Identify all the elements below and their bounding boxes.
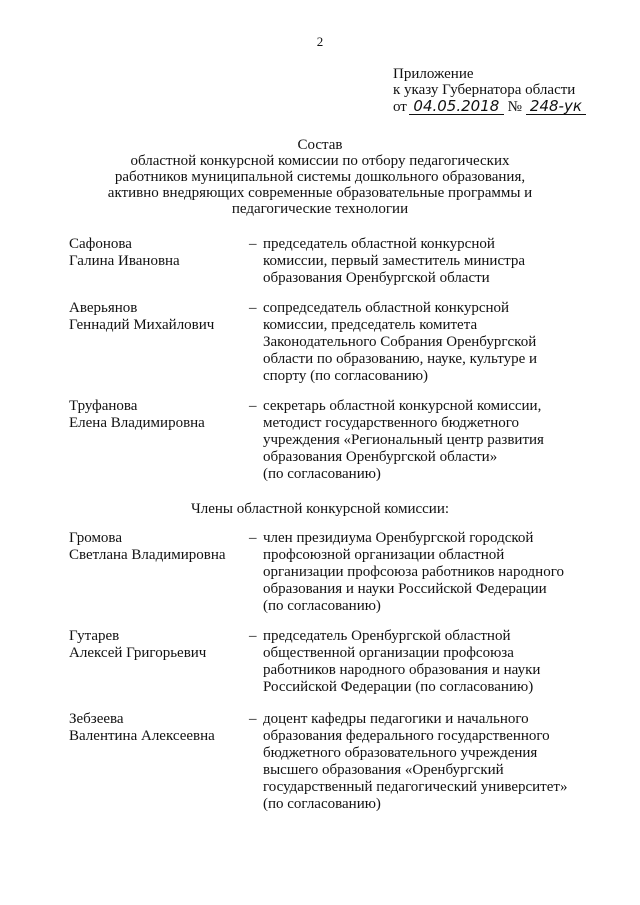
person-surname: Труфанова (69, 398, 138, 414)
role-line: методист государственного бюджетного (263, 415, 519, 431)
person-given-name: Геннадий Михайлович (69, 317, 215, 333)
person-name (69, 711, 244, 745)
person-given-name: Галина Ивановна (69, 253, 180, 269)
role-line: области по образованию, науке, культуре и (263, 351, 538, 367)
role-line: образования Оренбургской области» (263, 449, 498, 465)
appendix-title: Приложение (393, 66, 474, 82)
role-line: бюджетного образовательного учреждения (263, 745, 538, 761)
role-line: Российской Федерации (по согласованию) (263, 679, 534, 695)
number-sign: № (507, 99, 522, 115)
role-line: образования Оренбургской области (263, 270, 490, 286)
title-line: активно внедряющих современные образовательные программы и (107, 185, 533, 201)
role-line: спорту (по согласованию) (263, 368, 429, 384)
members-heading: Члены областной конкурсной комиссии: (190, 501, 450, 517)
role-line: высшего образования «Оренбургский (263, 762, 504, 778)
person-given-name: Елена Владимировна (69, 415, 205, 431)
dash: – (249, 300, 257, 316)
title-heading: Состав (297, 137, 343, 153)
title-line: работников муниципальной системы дошкольного образования, (114, 169, 526, 185)
appendix-decree-ref: к указу Губернатора области (393, 82, 576, 98)
person-role (263, 236, 593, 287)
role-line: председатель областной конкурсной (263, 236, 495, 252)
appendix-date-line (393, 98, 586, 115)
role-line: организации профсоюза работников народного (263, 564, 564, 580)
person-given-name: Светлана Владимировна (69, 547, 226, 563)
role-line: комиссии, председатель комитета (263, 317, 478, 333)
person-surname: Сафонова (69, 236, 132, 252)
person-name (69, 530, 244, 564)
dash: – (249, 711, 257, 727)
role-line: член президиума Оренбургской городской (263, 530, 534, 546)
role-line: образования федерального государственного (263, 728, 550, 744)
role-line: председатель Оренбургской областной (263, 628, 511, 644)
role-line: (по согласованию) (263, 796, 381, 812)
role-line: учреждения «Региональный центр развития (263, 432, 544, 448)
role-line: профсоюзной организации областной (263, 547, 505, 563)
person-role (263, 628, 593, 696)
person-role (263, 398, 593, 483)
role-line: сопредседатель областной конкурсной (263, 300, 510, 316)
person-surname: Аверьянов (69, 300, 138, 316)
person-given-name: Валентина Алексеевна (69, 728, 215, 744)
dash: – (249, 628, 257, 644)
role-line: (по согласованию) (263, 466, 381, 482)
person-surname: Гутарев (69, 628, 120, 644)
person-role (263, 300, 593, 385)
dash: – (249, 398, 257, 414)
person-given-name: Алексей Григорьевич (69, 645, 207, 661)
person-role (263, 530, 593, 615)
role-line: доцент кафедры педагогики и начального (263, 711, 529, 727)
handwritten-number: 248-ук (526, 98, 586, 115)
title-line: педагогические технологии (231, 201, 409, 217)
person-name (69, 236, 244, 270)
from-label: от (393, 99, 407, 115)
role-line: комиссии, первый заместитель министра (263, 253, 526, 269)
role-line: секретарь областной конкурсной комиссии, (263, 398, 542, 414)
role-line: общественной организации профсоюза (263, 645, 514, 661)
document-title (70, 137, 570, 217)
role-line: Законодательного Собрания Оренбургской (263, 334, 537, 350)
role-line: работников народного образования и науки (263, 662, 541, 678)
person-surname: Громова (69, 530, 122, 546)
title-line: областной конкурсной комиссии по отбору педагогических (130, 153, 510, 169)
role-line: государственный педагогический университет» (263, 779, 568, 795)
person-surname: Зебзеева (69, 711, 124, 727)
dash: – (249, 530, 257, 546)
page-number: 2 (316, 34, 324, 49)
person-role (263, 711, 593, 813)
person-name (69, 300, 244, 334)
appendix-header (393, 66, 586, 115)
person-name (69, 398, 244, 432)
person-name (69, 628, 244, 662)
handwritten-date: 04.05.2018 (409, 98, 504, 115)
dash: – (249, 236, 257, 252)
role-line: (по согласованию) (263, 598, 381, 614)
role-line: образования и науки Российской Федерации (263, 581, 547, 597)
